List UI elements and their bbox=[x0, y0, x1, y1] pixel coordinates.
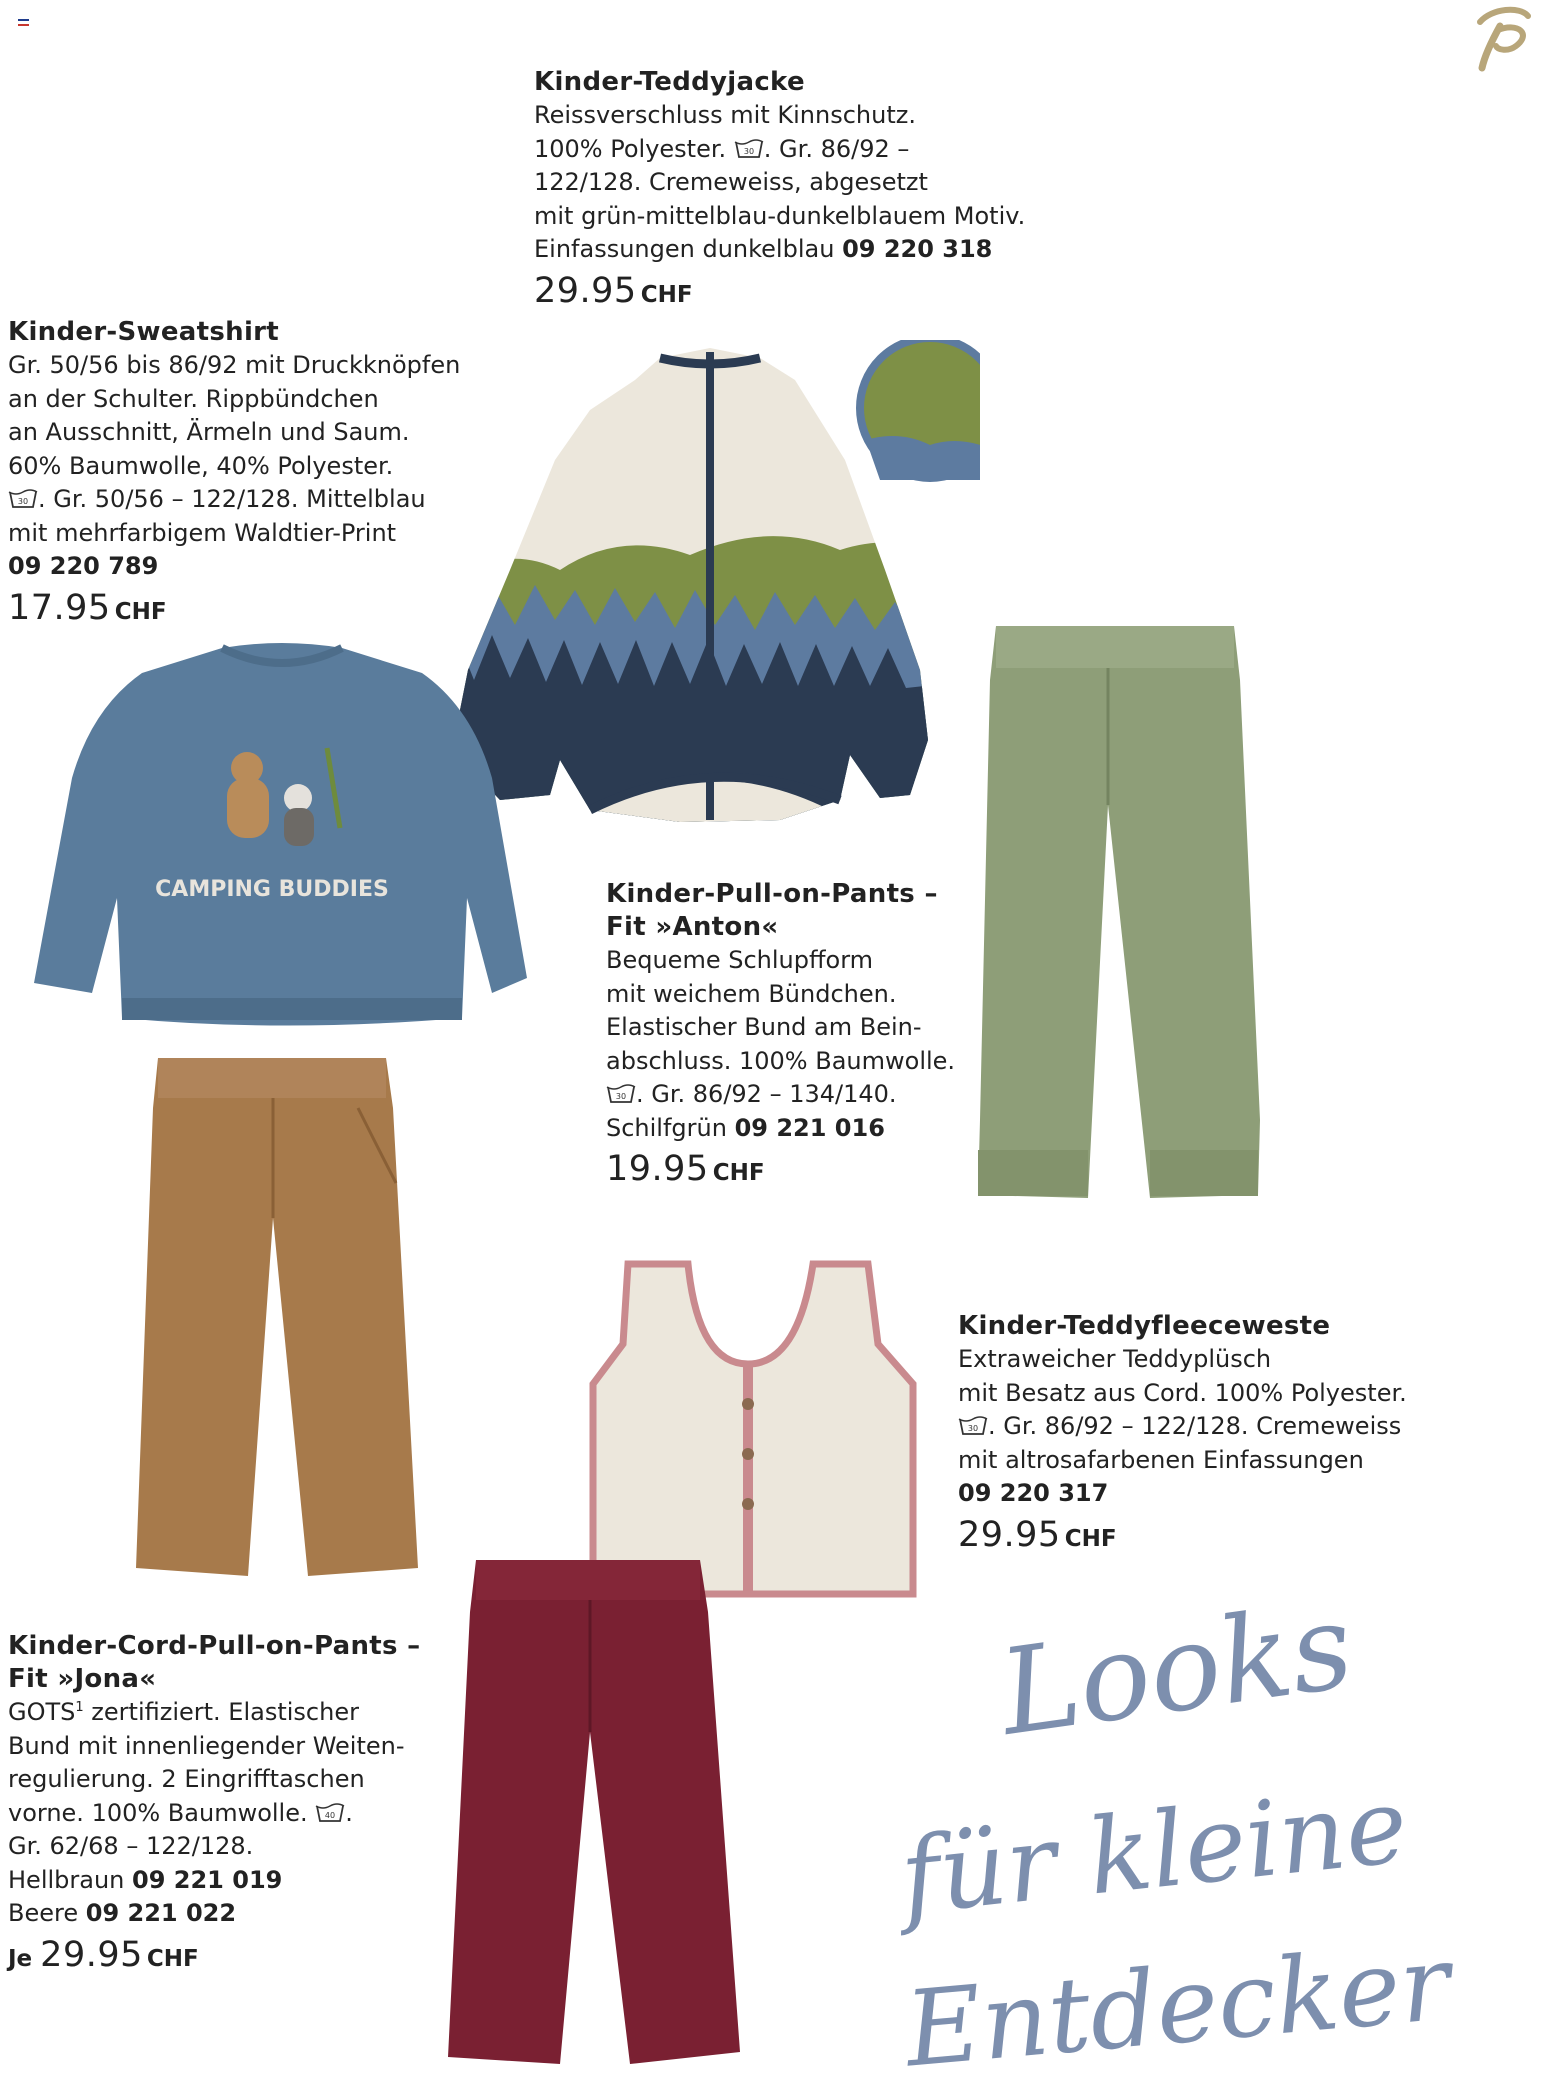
description-line: Reissverschluss mit Kinnschutz. bbox=[534, 101, 916, 129]
teddyjacke-info bbox=[534, 66, 1025, 312]
description-line: 60% Baumwolle, 40% Polyester. bbox=[8, 451, 394, 480]
description-line: Bund mit innenliegender Weiten- bbox=[8, 1731, 405, 1760]
description-line: Bequeme Schlupfform bbox=[606, 946, 874, 974]
wash-40-icon bbox=[315, 1803, 345, 1823]
description-line: vorne. 100% Baumwolle. 40 . bbox=[8, 1798, 353, 1827]
product-title: Fit »Anton« bbox=[606, 912, 779, 942]
article-number: 09 220 789 bbox=[8, 552, 159, 580]
pullon-pants-olive-image bbox=[970, 620, 1270, 1210]
description-line: regulierung. 2 Eingrifftaschen bbox=[8, 1765, 365, 1793]
print-text: CAMPING BUDDIES bbox=[155, 877, 389, 902]
svg-text:40: 40 bbox=[325, 1810, 336, 1820]
description-line: an Ausschnitt, Ärmeln und Saum. bbox=[8, 418, 410, 446]
description-line: mit weichem Bündchen. bbox=[606, 979, 897, 1008]
price: 17.95 CHF bbox=[8, 587, 167, 628]
page-marker-icon bbox=[18, 19, 29, 27]
pullon-anton-info bbox=[606, 878, 955, 1191]
product-title: Kinder-Pull-on-Pants – bbox=[606, 879, 938, 909]
svg-text:30: 30 bbox=[17, 497, 29, 506]
description-line: mit mehrfarbigem Waldtier-Print bbox=[8, 518, 397, 547]
product-title: Kinder-Sweatshirt bbox=[8, 317, 280, 347]
description-line: Elastischer Bund am Bein- bbox=[606, 1013, 922, 1041]
wash-30-icon bbox=[734, 139, 764, 159]
description-line: Extraweicher Teddyplüsch bbox=[958, 1345, 1272, 1373]
wash-30-icon bbox=[8, 489, 38, 509]
description-line: Hellbraun 09 221 019 bbox=[8, 1865, 283, 1894]
description-line: mit altrosafarbenen Einfassungen bbox=[958, 1445, 1364, 1474]
price: 19.95 CHF bbox=[606, 1149, 765, 1189]
description-line: mit Besatz aus Cord. 100% Polyester. bbox=[958, 1378, 1407, 1407]
headline-word-1: Looks bbox=[992, 1576, 1361, 1762]
wash-30-icon bbox=[606, 1084, 636, 1104]
description-line: Gr. 62/68 – 122/128. bbox=[8, 1832, 254, 1860]
description-line: 30 . Gr. 86/92 – 122/128. Cremeweiss bbox=[958, 1410, 1407, 1444]
cord-pants-brown-image bbox=[128, 1048, 428, 1588]
description-line: 122/128. Cremeweiss, abgesetzt bbox=[534, 168, 928, 196]
product-title: Kinder-Teddyfleeceweste bbox=[958, 1311, 1331, 1341]
cord-jona-info bbox=[8, 1630, 420, 1976]
description-line: 100% Polyester. 30 . Gr. 86/92 – bbox=[534, 134, 910, 163]
description-line: Gr. 50/56 bis 86/92 mit Druckknöpfen bbox=[8, 351, 461, 379]
article-number: 09 220 317 bbox=[958, 1479, 1109, 1507]
article-number: 09 220 318 bbox=[842, 235, 993, 263]
wash-30-icon bbox=[958, 1416, 988, 1436]
svg-text:30: 30 bbox=[967, 1424, 979, 1433]
product-title: Kinder-Teddyjacke bbox=[534, 67, 805, 97]
product-title: Kinder-Cord-Pull-on-Pants – bbox=[8, 1631, 421, 1661]
description-line: Beere 09 221 022 bbox=[8, 1899, 237, 1927]
svg-text:30: 30 bbox=[743, 146, 754, 156]
price: 29.95 CHF bbox=[534, 270, 693, 311]
headline-word-3: Entdecker bbox=[900, 1921, 1455, 2091]
description-line: 30 . Gr. 86/92 – 134/140. bbox=[606, 1078, 955, 1112]
description-line: 30 . Gr. 50/56 – 122/128. Mittelblau bbox=[8, 483, 460, 517]
article-number: 09 221 016 bbox=[734, 1113, 885, 1142]
sweatshirt-image bbox=[22, 638, 542, 1038]
article-number: 09 221 022 bbox=[85, 1899, 237, 1927]
cord-pants-berry-image bbox=[440, 1552, 750, 2072]
fleeceweste-info bbox=[958, 1310, 1407, 1556]
description-line: Einfassungen dunkelblau 09 220 318 bbox=[534, 235, 993, 263]
headline-word-2: für kleine bbox=[895, 1763, 1413, 1939]
price: Je 29.95 CHF bbox=[8, 1934, 199, 1975]
description-line: GOTS$^1$ zertifiziert. Elastischer bbox=[8, 1698, 359, 1726]
description-line: an der Schulter. Rippbündchen bbox=[8, 384, 379, 413]
description-line: abschluss. 100% Baumwolle. bbox=[606, 1046, 956, 1075]
svg-text:30: 30 bbox=[615, 1092, 627, 1101]
product-title: Fit »Jona« bbox=[8, 1664, 157, 1694]
sweatshirt-info bbox=[8, 316, 460, 629]
price: 29.95 CHF bbox=[958, 1514, 1117, 1555]
article-number: 09 221 019 bbox=[132, 1865, 283, 1894]
description-line: Schilfgrün 09 221 016 bbox=[606, 1113, 885, 1142]
brand-logo-icon bbox=[1470, 4, 1534, 74]
description-line: mit grün-mittelblau-dunkelblauem Motiv. bbox=[534, 201, 1026, 230]
